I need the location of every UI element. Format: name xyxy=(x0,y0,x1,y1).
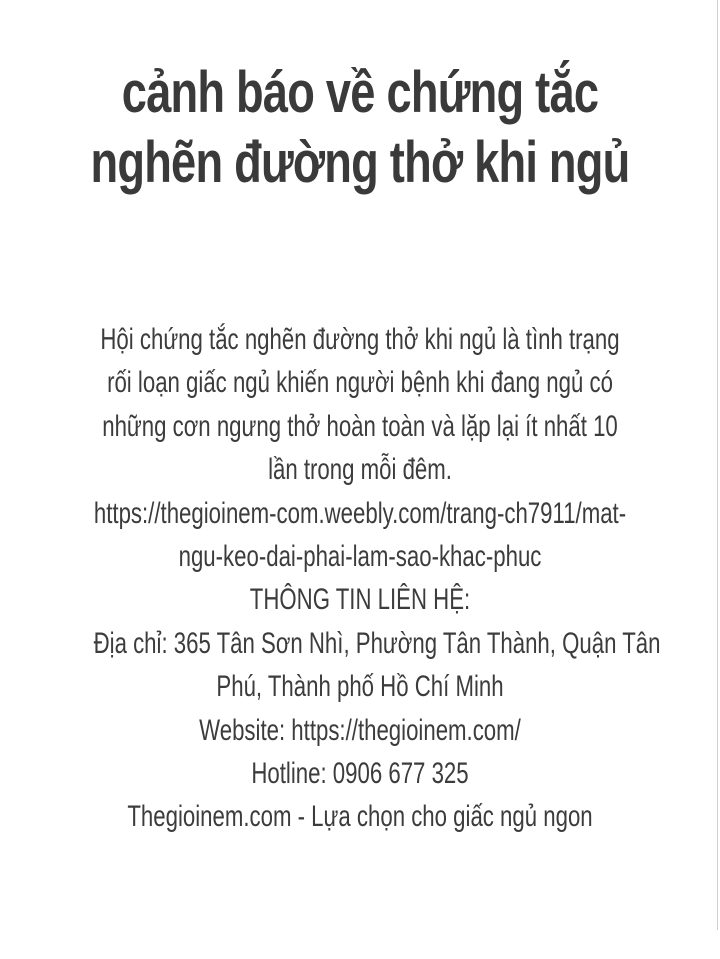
title-line-1: cảnh báo về chứng tắc xyxy=(121,60,599,125)
address-line-1: Địa chỉ: 365 Tân Sơn Nhì, Phường Tân Thành, Quận Tân xyxy=(93,626,661,660)
title-line-2: nghẽn đường thở khi ngủ xyxy=(90,130,630,195)
body-line-url-1: https://thegioinem-com.weebly.com/trang-ch7911/mat- xyxy=(93,496,627,530)
website-line: Website: https://thegioinem.com/ xyxy=(199,713,521,747)
body-line-description-2: rối loạn giấc ngủ khiến người bệnh khi đang ngủ có xyxy=(107,366,613,400)
address-line-2: Phú, Thành phố Hồ Chí Minh xyxy=(216,670,504,704)
body-line-url-2: ngu-keo-dai-phai-lam-sao-khac-phuc xyxy=(178,540,542,574)
contact-heading: THÔNG TIN LIÊN HỆ: xyxy=(249,583,471,617)
page-title xyxy=(79,58,641,198)
body-line-description-1: Hội chứng tắc nghẽn đường thở khi ngủ là tình trạng xyxy=(100,323,620,356)
body-line-description-3: những cơn ngưng thở hoàn toàn và lặp lại ít nhất 10 xyxy=(102,409,618,443)
body-line-description-4: lần trong mỗi đêm. xyxy=(268,453,452,487)
tagline-line: Thegioinem.com - Lựa chọn cho giấc ngủ ngon xyxy=(127,800,593,834)
hotline-line: Hotline: 0906 677 325 xyxy=(251,757,469,791)
body-paragraph xyxy=(0,318,720,839)
